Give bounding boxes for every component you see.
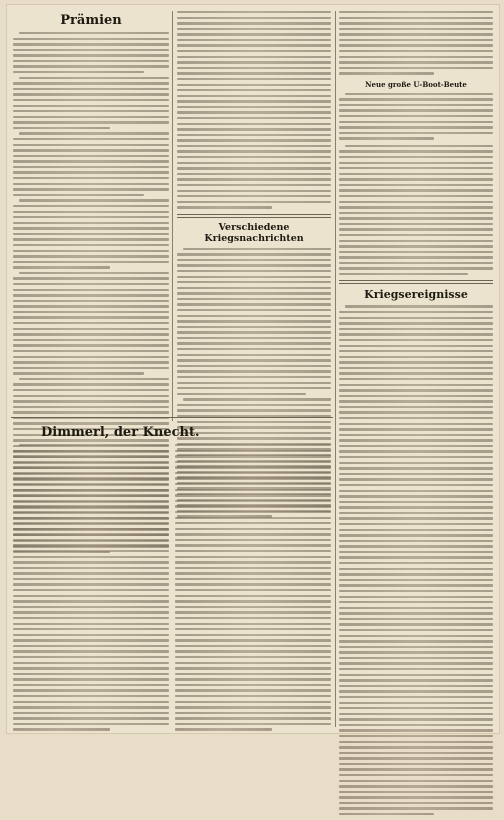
uboot-text	[339, 93, 493, 140]
article-top-right	[339, 11, 493, 75]
column-right	[337, 11, 495, 820]
knecht-col-b	[175, 444, 331, 734]
column-rule	[335, 11, 336, 727]
article-continued	[177, 11, 331, 209]
feuilleton-knecht	[11, 423, 333, 744]
feuilleton-rule	[11, 417, 333, 418]
newspaper-page	[6, 4, 500, 734]
column-rule	[172, 11, 173, 421]
article-right-2	[339, 145, 493, 276]
knecht-heading: Dimmerl, der Knecht.	[41, 425, 200, 440]
uboot-heading: Neue große U-Boot-Beute	[365, 79, 467, 89]
kriegsnachrichten-heading: Verschiedene Kriegsnachrichten	[204, 221, 304, 244]
knecht-col-a	[13, 444, 169, 734]
praemien-heading: Prämien	[60, 13, 122, 28]
kriegsereignisse-text	[339, 305, 493, 815]
kriegsereignisse-heading: Kriegsereignisse	[364, 288, 468, 302]
